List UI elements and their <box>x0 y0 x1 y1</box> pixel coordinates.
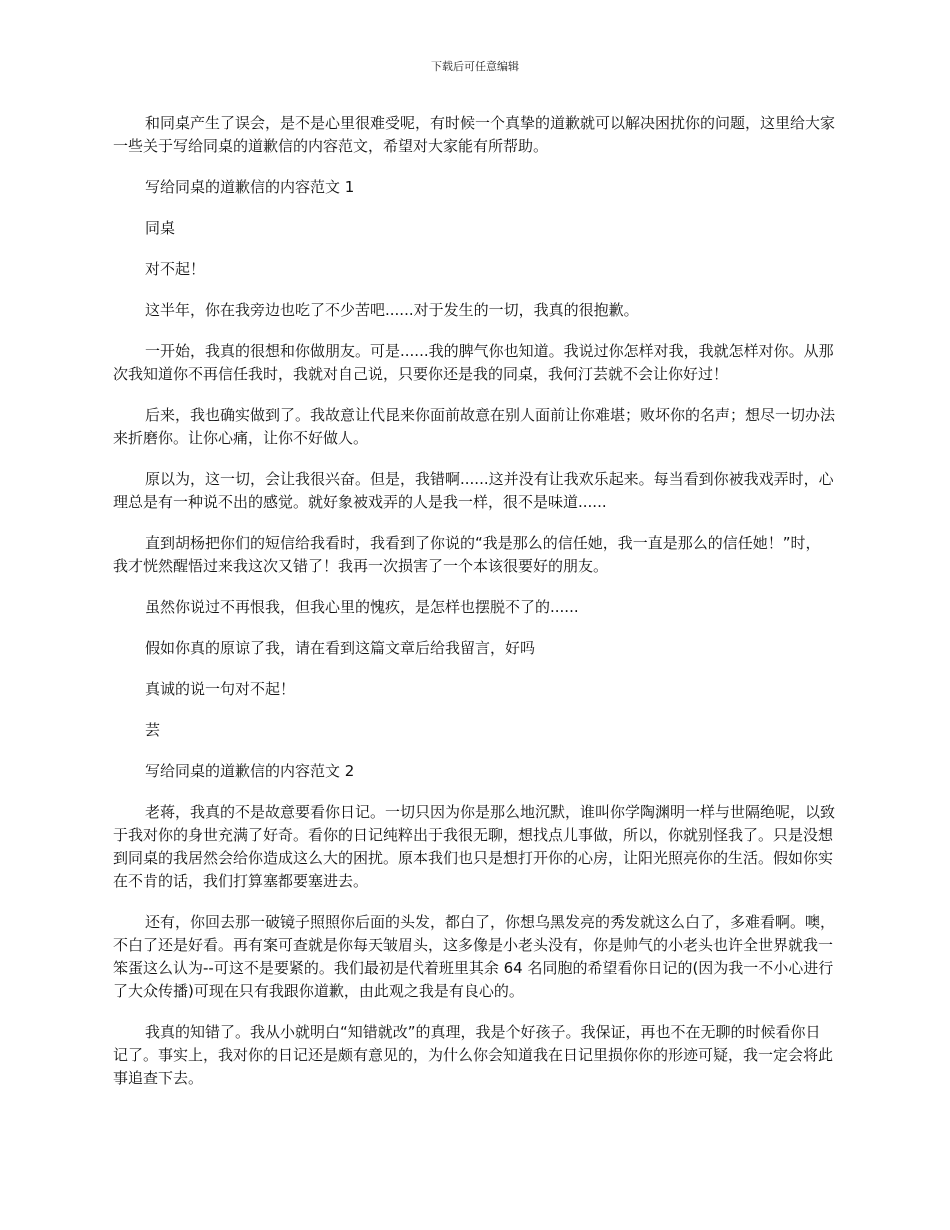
body-paragraph: 对不起！ <box>145 260 206 278</box>
body-paragraph: 后来，我也确实做到了。我故意让代昆来你面前故意在别人面前让你难堪；败坏你的名声；想尽一切办法来折磨你。让你心痛，让你不好做人。 <box>113 406 836 447</box>
intro-paragraph: 和同桌产生了误会，是不是心里很难受呢，有时候一个真挚的道歉就可以解决困扰你的问题，这里给大家一些关于写给同桌的道歉信的内容范文，希望对大家能有所帮助。 <box>113 114 836 155</box>
body-paragraph: 假如你真的原谅了我，请在看到这篇文章后给我留言，好吗 <box>145 639 536 657</box>
body-paragraph: 老蒋，我真的不是故意要看你日记。一切只因为你是那么地沉默，谁叫你学陶渊明一样与世隔绝呢，以致于我对你的身世充满了好奇。看你的日记纯粹出于我很无聊，想找点儿事做，所以，你就别怪我了。只是没想到同桌的我居然会给你造成这么大的困扰。原本我们也只是想打开你的心房，让阳光照亮你的生活。假如你实在不肯的话，我们打算塞都要塞进去。 <box>113 803 836 890</box>
body-paragraph: 一开始，我真的很想和你做朋友。可是......我的脾气你也知道。我说过你怎样对我，我就怎样对你。从那次我知道你不再信任我时，我就对自己说，只要你还是我的同桌，我何汀芸就不会让你好过！ <box>113 342 834 383</box>
section-title-1: 写给同桌的道歉信的内容范文 1 <box>145 178 355 196</box>
document-body <box>113 112 835 1090</box>
page-header: 下载后可任意编辑 <box>431 60 519 73</box>
section-title-2: 写给同桌的道歉信的内容范文 2 <box>145 762 355 780</box>
body-paragraph: 我真的知错了。我从小就明白“知错就改”的真理，我是个好孩子。我保证，再也不在无聊的时候看你日记了。事实上，我对你的日记还是颇有意见的，为什么你会知道我在日记里损你你的形迹可疑，我一定会将此事追查下去。 <box>113 1023 834 1087</box>
letter-salutation: 同桌 <box>145 219 176 237</box>
body-paragraph: 真诚的说一句对不起！ <box>145 680 296 698</box>
body-paragraph: 这半年，你在我旁边也吃了不少苦吧......对于发生的一切，我真的很抱歉。 <box>145 301 639 319</box>
body-paragraph: 还有，你回去那一破镜子照照你后面的头发，都白了，你想乌黑发亮的秀发就这么白了，多难看啊。噢，不白了还是好看。再有案可查就是你每天皱眉头，这多像是小老头没有，你是帅气的小老头也许全世界就我一笨蛋这么认为--可这不是要紧的。我们最初是代着班里其余 64 名同胞的希望看你日记的(因为我一不小心进行了大众传播)可现在只有我跟你道歉，由此观之我是有良心的。 <box>113 913 836 1000</box>
body-paragraph: 直到胡杨把你们的短信给我看时，我看到了你说的“我是那么的信任她，我一直是那么的信任她！”时，我才恍然醒悟过来我这次又错了！我再一次损害了一个本该很要好的朋友。 <box>113 534 821 575</box>
body-paragraph: 原以为，这一切，会让我很兴奋。但是，我错啊......这并没有让我欢乐起来。每当看到你被我戏弄时，心理总是有一种说不出的感觉。就好象被戏弄的人是我一样，很不是味道...... <box>113 470 834 511</box>
letter-signature: 芸 <box>145 721 161 739</box>
body-paragraph: 虽然你说过不再恨我，但我心里的愧疚，是怎样也摆脱不了的...... <box>145 598 579 616</box>
